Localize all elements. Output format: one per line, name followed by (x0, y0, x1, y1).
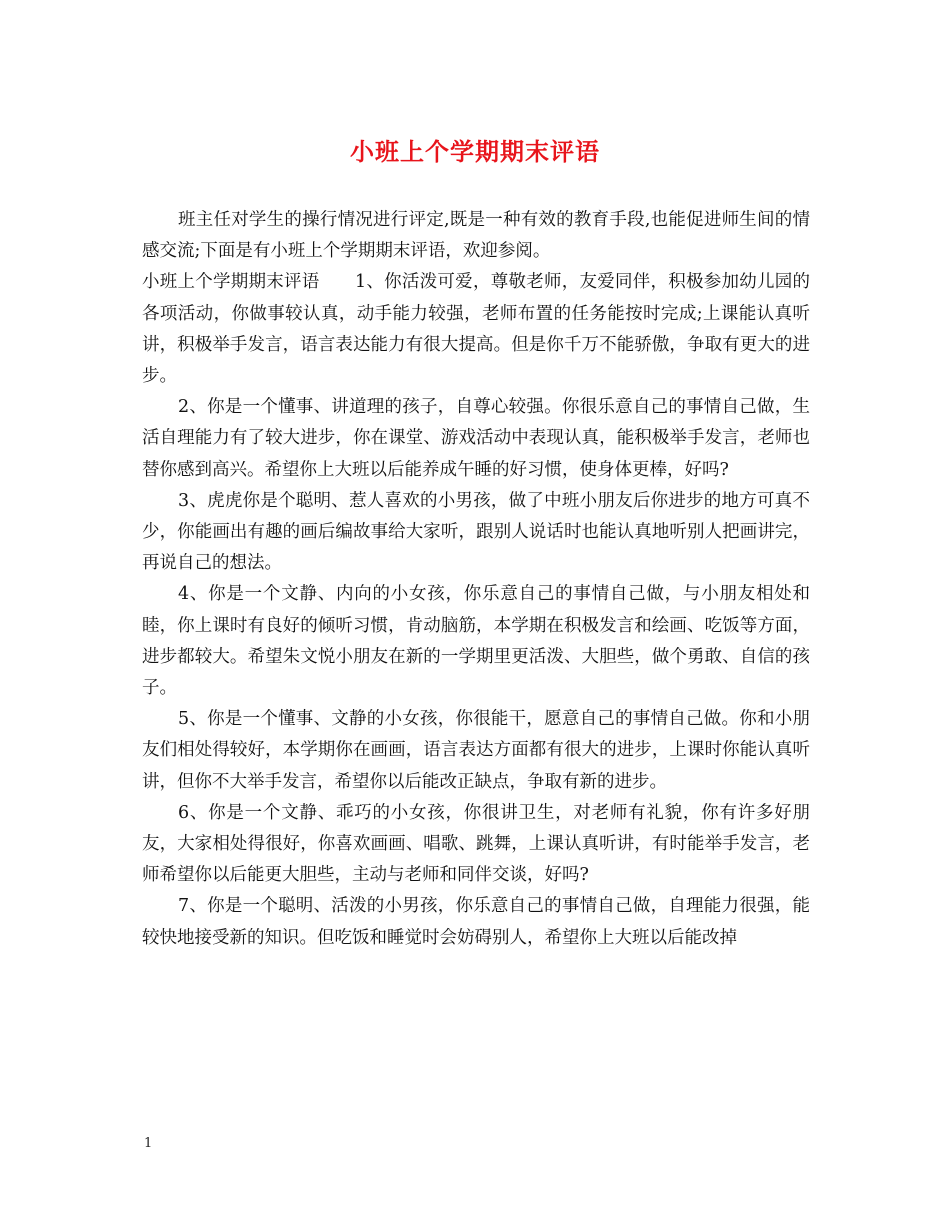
paragraph-intro: 班主任对学生的操行情况进行评定,既是一种有效的教育手段,也能促进师生间的情感交流;下面是有小班上个学期期末评语，欢迎参阅。 (142, 210, 810, 262)
paragraph-comment-1: 小班上个学期期末评语 1、你活泼可爱，尊敬老师，友爱同伴，积极参加幼儿园的各项活动，你做事较认真，动手能力较强，老师布置的任务能按时完成;上课能认真听讲，积极举手发言，语言表达能力有很大提高。但是你千万不能骄傲，争取有更大的进步。 (142, 272, 810, 387)
paragraph-comment-5: 5、你是一个懂事、文静的小女孩，你很能干，愿意自己的事情自己做。你和小朋友们相处得较好，本学期你在画画，语言表达方面都有很大的进步，上课时你能认真听讲，但你不大举手发言，希望你以后能改正缺点，争取有新的进步。 (142, 709, 810, 792)
paragraph-comment-4: 4、你是一个文静、内向的小女孩，你乐意自己的事情自己做，与小朋友相处和睦，你上课时有良好的倾听习惯，肯动脑筋，本学期在积极发言和绘画、吃饭等方面，进步都较大。希望朱文悦小朋友在新的一学期里更活泼、大胆些，做个勇敢、自信的孩子。 (142, 584, 810, 699)
paragraph-comment-2: 2、你是一个懂事、讲道理的孩子，自尊心较强。你很乐意自己的事情自己做，生活自理能力有了较大进步，你在课堂、游戏活动中表现认真，能积极举手发言，老师也替你感到高兴。希望你上大班以后能养成午睡的好习惯，使身体更棒，好吗? (142, 397, 810, 480)
page-number: 1 (144, 1136, 153, 1151)
document-title: 小班上个学期期末评语 (350, 137, 600, 166)
paragraph-comment-6: 6、你是一个文静、乖巧的小女孩，你很讲卫生，对老师有礼貌，你有许多好朋友，大家相处得很好，你喜欢画画、唱歌、跳舞，上课认真听讲，有时能举手发言，老师希望你以后能更大胆些，主动与老师和同伴交谈，好吗? (142, 802, 810, 886)
paragraph-comment-3: 3、虎虎你是个聪明、惹人喜欢的小男孩，做了中班小朋友后你进步的地方可真不少，你能画出有趣的画后编故事给大家听，跟别人说话时也能认真地听别人把画讲完，再说自己的想法。 (142, 490, 810, 574)
document-body (142, 205, 810, 954)
paragraph-comment-7: 7、你是一个聪明、活泼的小男孩，你乐意自己的事情自己做，自理能力很强，能较快地接受新的知识。但吃饭和睡觉时会妨碍别人，希望你上大班以后能改掉 (142, 896, 810, 948)
